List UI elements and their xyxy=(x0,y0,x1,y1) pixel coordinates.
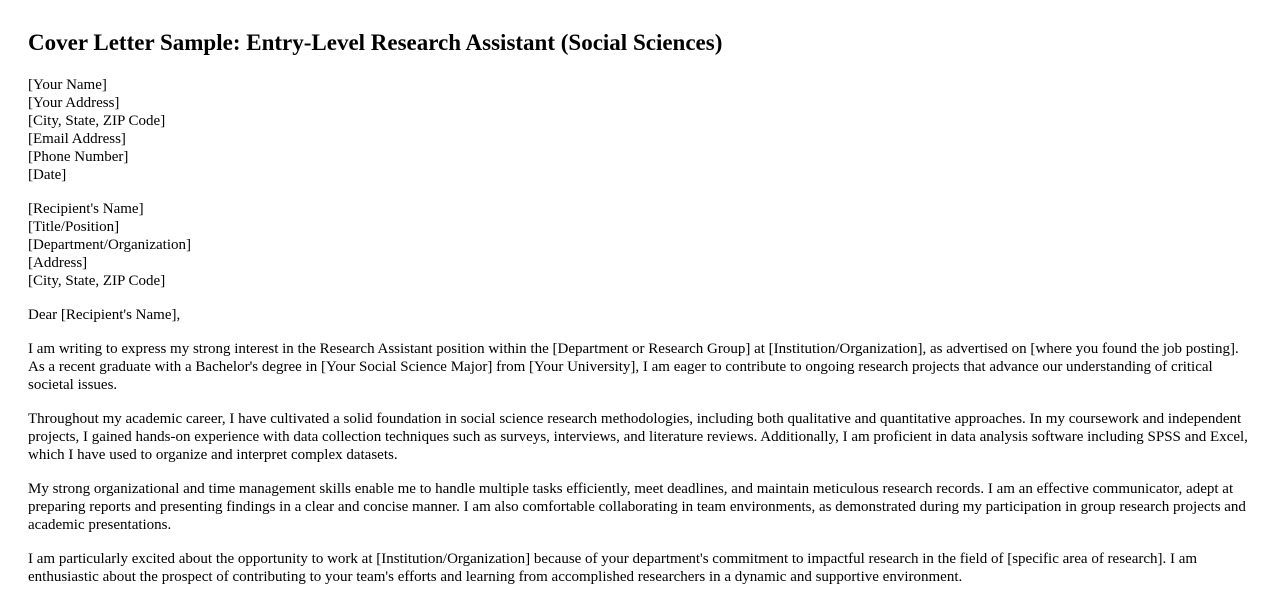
recipient-title: [Title/Position] xyxy=(28,219,120,235)
recipient-city-state-zip: [City, State, ZIP Code] xyxy=(28,273,166,289)
body-paragraph: I am particularly excited about the opportunity to work at [Institution/Organization] because of your department's commitment to impactful research in the field of [specific area of research]. I am enthusiastic about the prospect of contributing to your team's efforts and learning from accomplished researchers in a dynamic and supportive environment. xyxy=(28,551,1198,585)
page-title: Cover Letter Sample: Entry-Level Research Assistant (Social Sciences) xyxy=(28,30,723,55)
sender-address-block xyxy=(28,76,1250,184)
letter-date: [Date] xyxy=(28,167,67,183)
sender-email: [Email Address] xyxy=(28,131,126,147)
body-paragraph: I am writing to express my strong interest in the Research Assistant position within the [Department or Research Group] at [Institution/Organization], as advertised on [where you found the job posting]. As a recent graduate with a Bachelor's degree in [Your Social Science Major] from [Your University], I am eager to contribute to ongoing research projects that advance our understanding of critical societal issues. xyxy=(28,341,1239,393)
recipient-organization: [Department/Organization] xyxy=(28,237,191,253)
sender-phone: [Phone Number] xyxy=(28,149,129,165)
body-paragraph: My strong organizational and time management skills enable me to handle multiple tasks efficiently, meet deadlines, and maintain meticulous research records. I am an effective communicator, adept at preparing reports and presenting findings in a clear and concise manner. I am also comfortable collaborating in team environments, as demonstrated during my participation in group research projects and academic presentations. xyxy=(28,481,1246,533)
sender-name: [Your Name] xyxy=(28,77,107,93)
sender-address: [Your Address] xyxy=(28,95,120,111)
recipient-address: [Address] xyxy=(28,255,88,271)
body-paragraph: Throughout my academic career, I have cultivated a solid foundation in social science research methodologies, including both qualitative and quantitative approaches. In my coursework and independent projects, I gained hands-on experience with data collection techniques such as surveys, interviews, and literature reviews. Additionally, I am proficient in data analysis software including SPSS and Excel, which I have used to organize and interpret complex datasets. xyxy=(28,411,1248,463)
recipient-name: [Recipient's Name] xyxy=(28,201,144,217)
sender-city-state-zip: [City, State, ZIP Code] xyxy=(28,113,166,129)
salutation: Dear [Recipient's Name], xyxy=(28,307,181,323)
recipient-address-block xyxy=(28,200,1250,290)
